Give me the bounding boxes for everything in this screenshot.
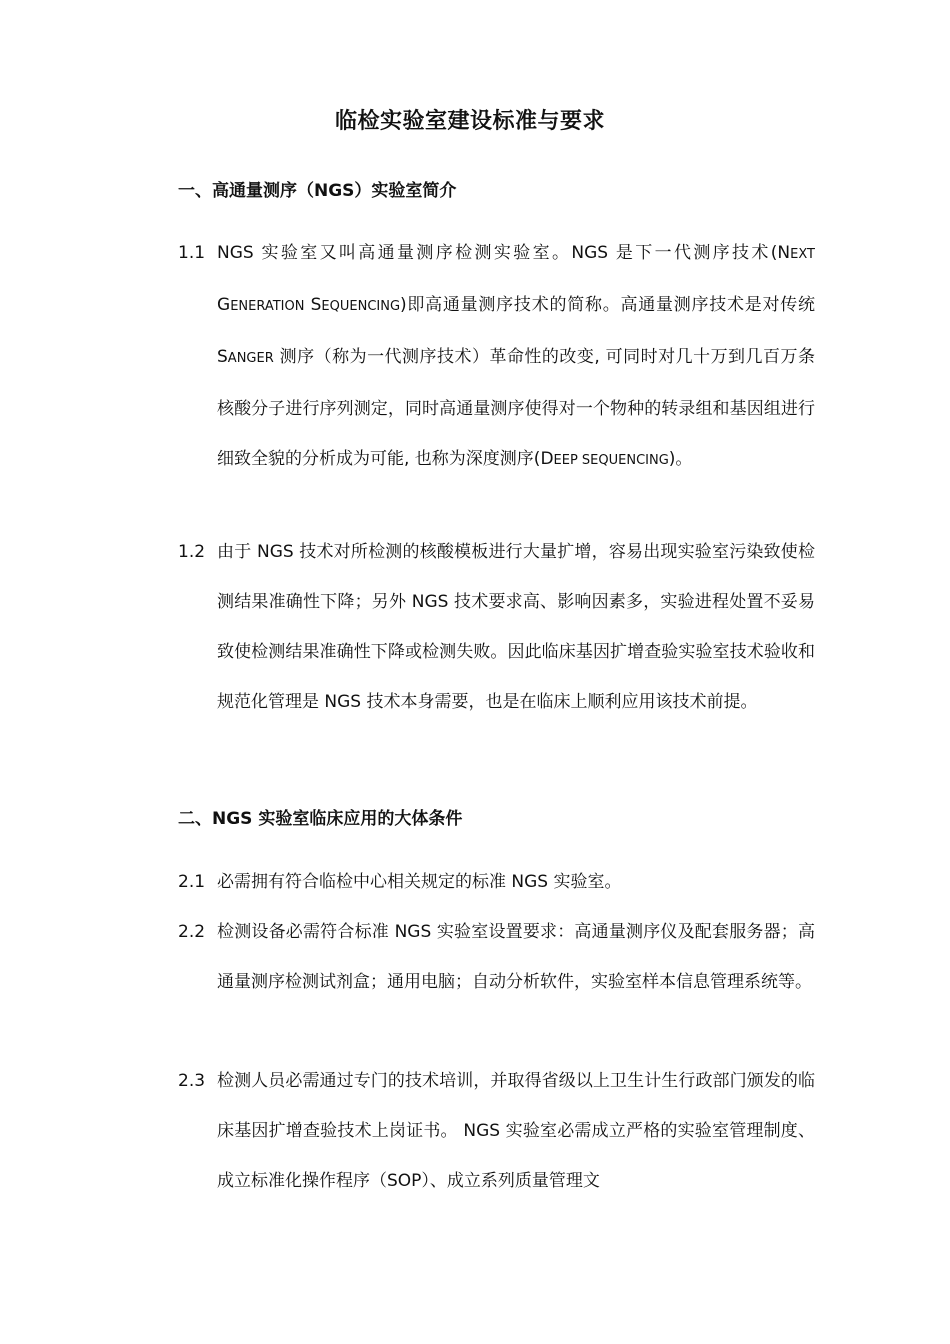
paragraph-number: 1.2	[178, 542, 206, 562]
section-heading-1: 一、高通量测序（NGS）实验室简介	[178, 181, 457, 201]
paragraph-2-1	[178, 857, 818, 907]
text-run: G	[217, 295, 231, 315]
small-caps-run: EXT	[790, 247, 815, 262]
paragraph-1-1	[178, 228, 818, 486]
paragraph-body: 由于 NGS 技术对所检测的核酸模板进行大量扩增，容易出现实验室污染致使检测结果准确性下降；另外 NGS 技术要求高、影响因素多，实验进程处置不妥易致使检测结果准确性下降或检测失败。因此临床基因扩增查验实验室技术验收和规范化管理是 NGS 技术本身需要，也是在临床上顺利应用该技术前提。	[217, 542, 815, 712]
paragraph-2-3	[178, 1056, 818, 1206]
paragraph-body	[217, 228, 815, 486]
paragraph-number: 1.1	[178, 243, 206, 263]
paragraph-number: 2.3	[178, 1071, 206, 1091]
small-caps-run: ENERATION	[230, 299, 305, 314]
small-caps-run: EQUENCING	[321, 299, 401, 314]
paragraph-body: 检测人员必需通过专门的技术培训，并取得省级以上卫生计生行政部门颁发的临床基因扩增查验技术上岗证书。 NGS 实验室必需成立严格的实验室管理制度、成立标准化操作程序（SOP）、成立系列质量管理文	[217, 1071, 815, 1191]
text-run: 测序（称为一代测序技术）革命性的改变, 可同时对几十万到几百万条核酸分子进行序列测定，同时高通量测序使得对一个物种的转录组和基因组进行细致全貌的分析成为可能, 也称为深度测序(D	[217, 347, 815, 469]
text-run: )。	[668, 449, 693, 469]
paragraph-number: 2.1	[178, 872, 206, 892]
paragraph-2-2	[178, 907, 818, 1007]
section-heading-2: 二、NGS 实验室临床应用的大体条件	[178, 809, 463, 829]
text-run: S	[304, 295, 322, 315]
paragraph-body: 必需拥有符合临检中心相关规定的标准 NGS 实验室。	[217, 872, 622, 892]
paragraph-number: 2.2	[178, 922, 206, 942]
paragraph-1-2	[178, 527, 818, 727]
small-caps-run: EEP SEQUENCING	[553, 453, 669, 468]
small-caps-run: ANGER	[227, 351, 274, 366]
text-run: )即高通量测序技术的简称。高通量测序技术是对传统 S	[217, 295, 815, 367]
document-title: 临检实验室建设标准与要求	[334, 109, 605, 134]
text-run: NGS 实验室又叫高通量测序检测实验室。NGS 是下一代测序技术(N	[217, 243, 791, 263]
paragraph-body: 检测设备必需符合标准 NGS 实验室设置要求：高通量测序仪及配套服务器；高通量测序检测试剂盒；通用电脑；自动分析软件，实验室样本信息管理系统等。	[217, 922, 815, 992]
